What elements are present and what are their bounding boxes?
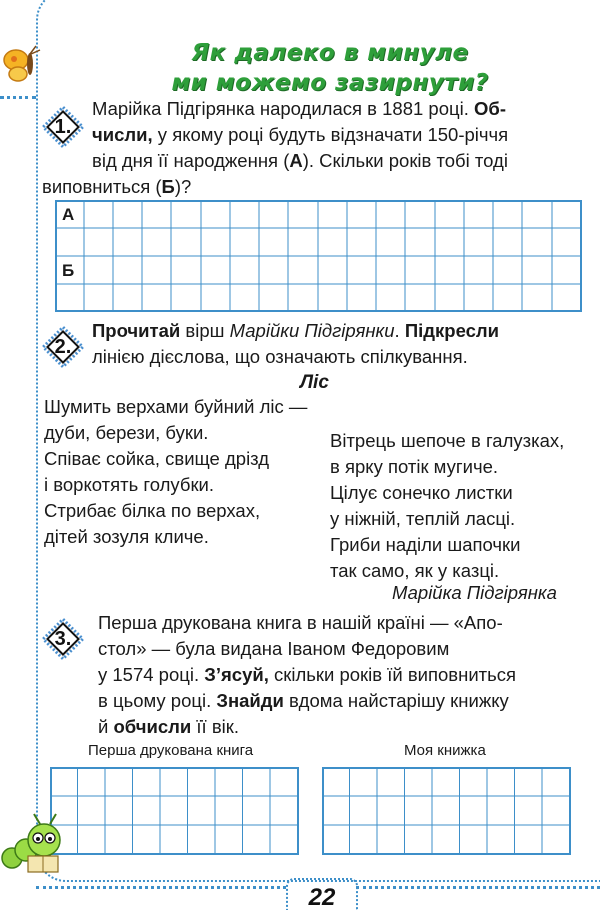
task-1-line-4c: )?	[174, 176, 192, 197]
poem-line: Цілує сонечко листки	[330, 482, 513, 503]
poem-line: Вітрець шепоче в галузках,	[330, 430, 565, 451]
task-3-verb-find-out: З’ясуй,	[204, 664, 269, 685]
poem-title: Ліс	[300, 372, 329, 393]
poem-line: так само, як у казці.	[330, 560, 500, 581]
poem-line: Шумить верхами буйний ліс —	[44, 396, 308, 417]
task-1-line-4a: виповниться (	[42, 176, 162, 197]
poem-line: дуби, берези, буки.	[44, 422, 209, 443]
task-3-line-5c: її вік.	[191, 716, 240, 737]
grid-lines	[50, 767, 300, 855]
task-1-line-3c: ). Скільки років тобі тоді	[302, 150, 508, 171]
poem-line: і воркотять голубки.	[44, 474, 215, 495]
poem-line: Гриби наділи шапочки	[330, 534, 521, 555]
grid-label-a: А	[62, 205, 75, 224]
task-3-verb-find: Знайди	[216, 690, 284, 711]
answer-grid-my-book[interactable]	[322, 767, 572, 855]
page-number: 22	[286, 878, 358, 910]
task-3-text	[98, 610, 592, 740]
task-1-marker-b: Б	[161, 176, 175, 197]
poem-right-column	[330, 428, 564, 584]
task-1-line-1: Марійка Підгірянка народилася в 1881 році.	[92, 98, 474, 119]
task-3-line-1: Перша друкована книга в нашій країні — «Апо-	[98, 612, 503, 633]
task-1-line-3a: від дня її народження (	[92, 150, 290, 171]
grid-lines	[55, 200, 585, 312]
poem-line: в ярку потік мугиче.	[330, 456, 499, 477]
page-title	[100, 38, 560, 98]
task-3-line-2: стол» — була видана Іваном Федоровим	[98, 638, 450, 659]
task-2-line-2: лінією дієслова, що означають спілкування.	[92, 346, 468, 367]
bottom-dotted-line	[36, 886, 286, 889]
answer-grid-1[interactable]	[55, 200, 585, 312]
task-2-text	[92, 318, 592, 370]
title-line-2: ми можемо зазирнути?	[171, 70, 489, 96]
top-dotted-line	[0, 96, 36, 99]
caterpillar-icon	[0, 812, 80, 878]
poem-line: дітей зозуля кличе.	[44, 526, 209, 547]
task-3-line-3c: скільки років їй виповниться	[268, 664, 517, 685]
poem-author: Марійка Підгірянка	[392, 582, 557, 603]
task-1-number: 1.	[54, 116, 72, 138]
task-1-marker-a: А	[289, 150, 303, 171]
caption-my-book: Моя книжка	[404, 742, 486, 759]
poem-line: у ніжній, теплій ласці.	[330, 508, 516, 529]
poem-line: Співає сойка, свище дрізд	[44, 448, 270, 469]
task-2-verb-read: Прочитай	[92, 320, 181, 341]
poem-line: Стрибає білка по верхах,	[44, 500, 261, 521]
task-1-verb: числи,	[92, 124, 153, 145]
task-1-badge	[40, 104, 86, 150]
task-3-verb-calculate: обчисли	[113, 716, 192, 737]
task-2-text-part: .	[394, 320, 405, 341]
bottom-dotted-line-right	[356, 886, 600, 889]
grid-label-b: Б	[62, 261, 75, 280]
task-3-number: 3.	[54, 628, 72, 650]
answer-grid-first-book[interactable]	[50, 767, 300, 855]
task-3-line-4c: вдома найстарішу книжку	[283, 690, 509, 711]
task-3-line-5a: й	[98, 716, 114, 737]
task-3-line-3a: у 1574 році.	[98, 664, 205, 685]
title-line-1: Як далеко в минуле	[191, 40, 469, 66]
task-3-badge	[40, 616, 86, 662]
butterfly-icon	[0, 42, 46, 88]
task-2-text-part: вірш	[180, 320, 230, 341]
task-2-number: 2.	[54, 336, 72, 358]
task-2-author-ref: Марійки Підгірянки	[229, 320, 395, 341]
task-2-verb-underline: Підкресли	[404, 320, 500, 341]
task-1-text	[42, 96, 592, 200]
caption-first-book: Перша друкована книга	[88, 742, 254, 759]
grid-lines	[322, 767, 572, 855]
task-1-verb-part: Об-	[474, 98, 506, 119]
task-2-badge	[40, 324, 86, 370]
task-1-line-2: у якому році будуть відзначати 150-річчя	[152, 124, 509, 145]
task-3-line-4a: в цьому році.	[98, 690, 217, 711]
poem-left-column	[44, 394, 307, 550]
